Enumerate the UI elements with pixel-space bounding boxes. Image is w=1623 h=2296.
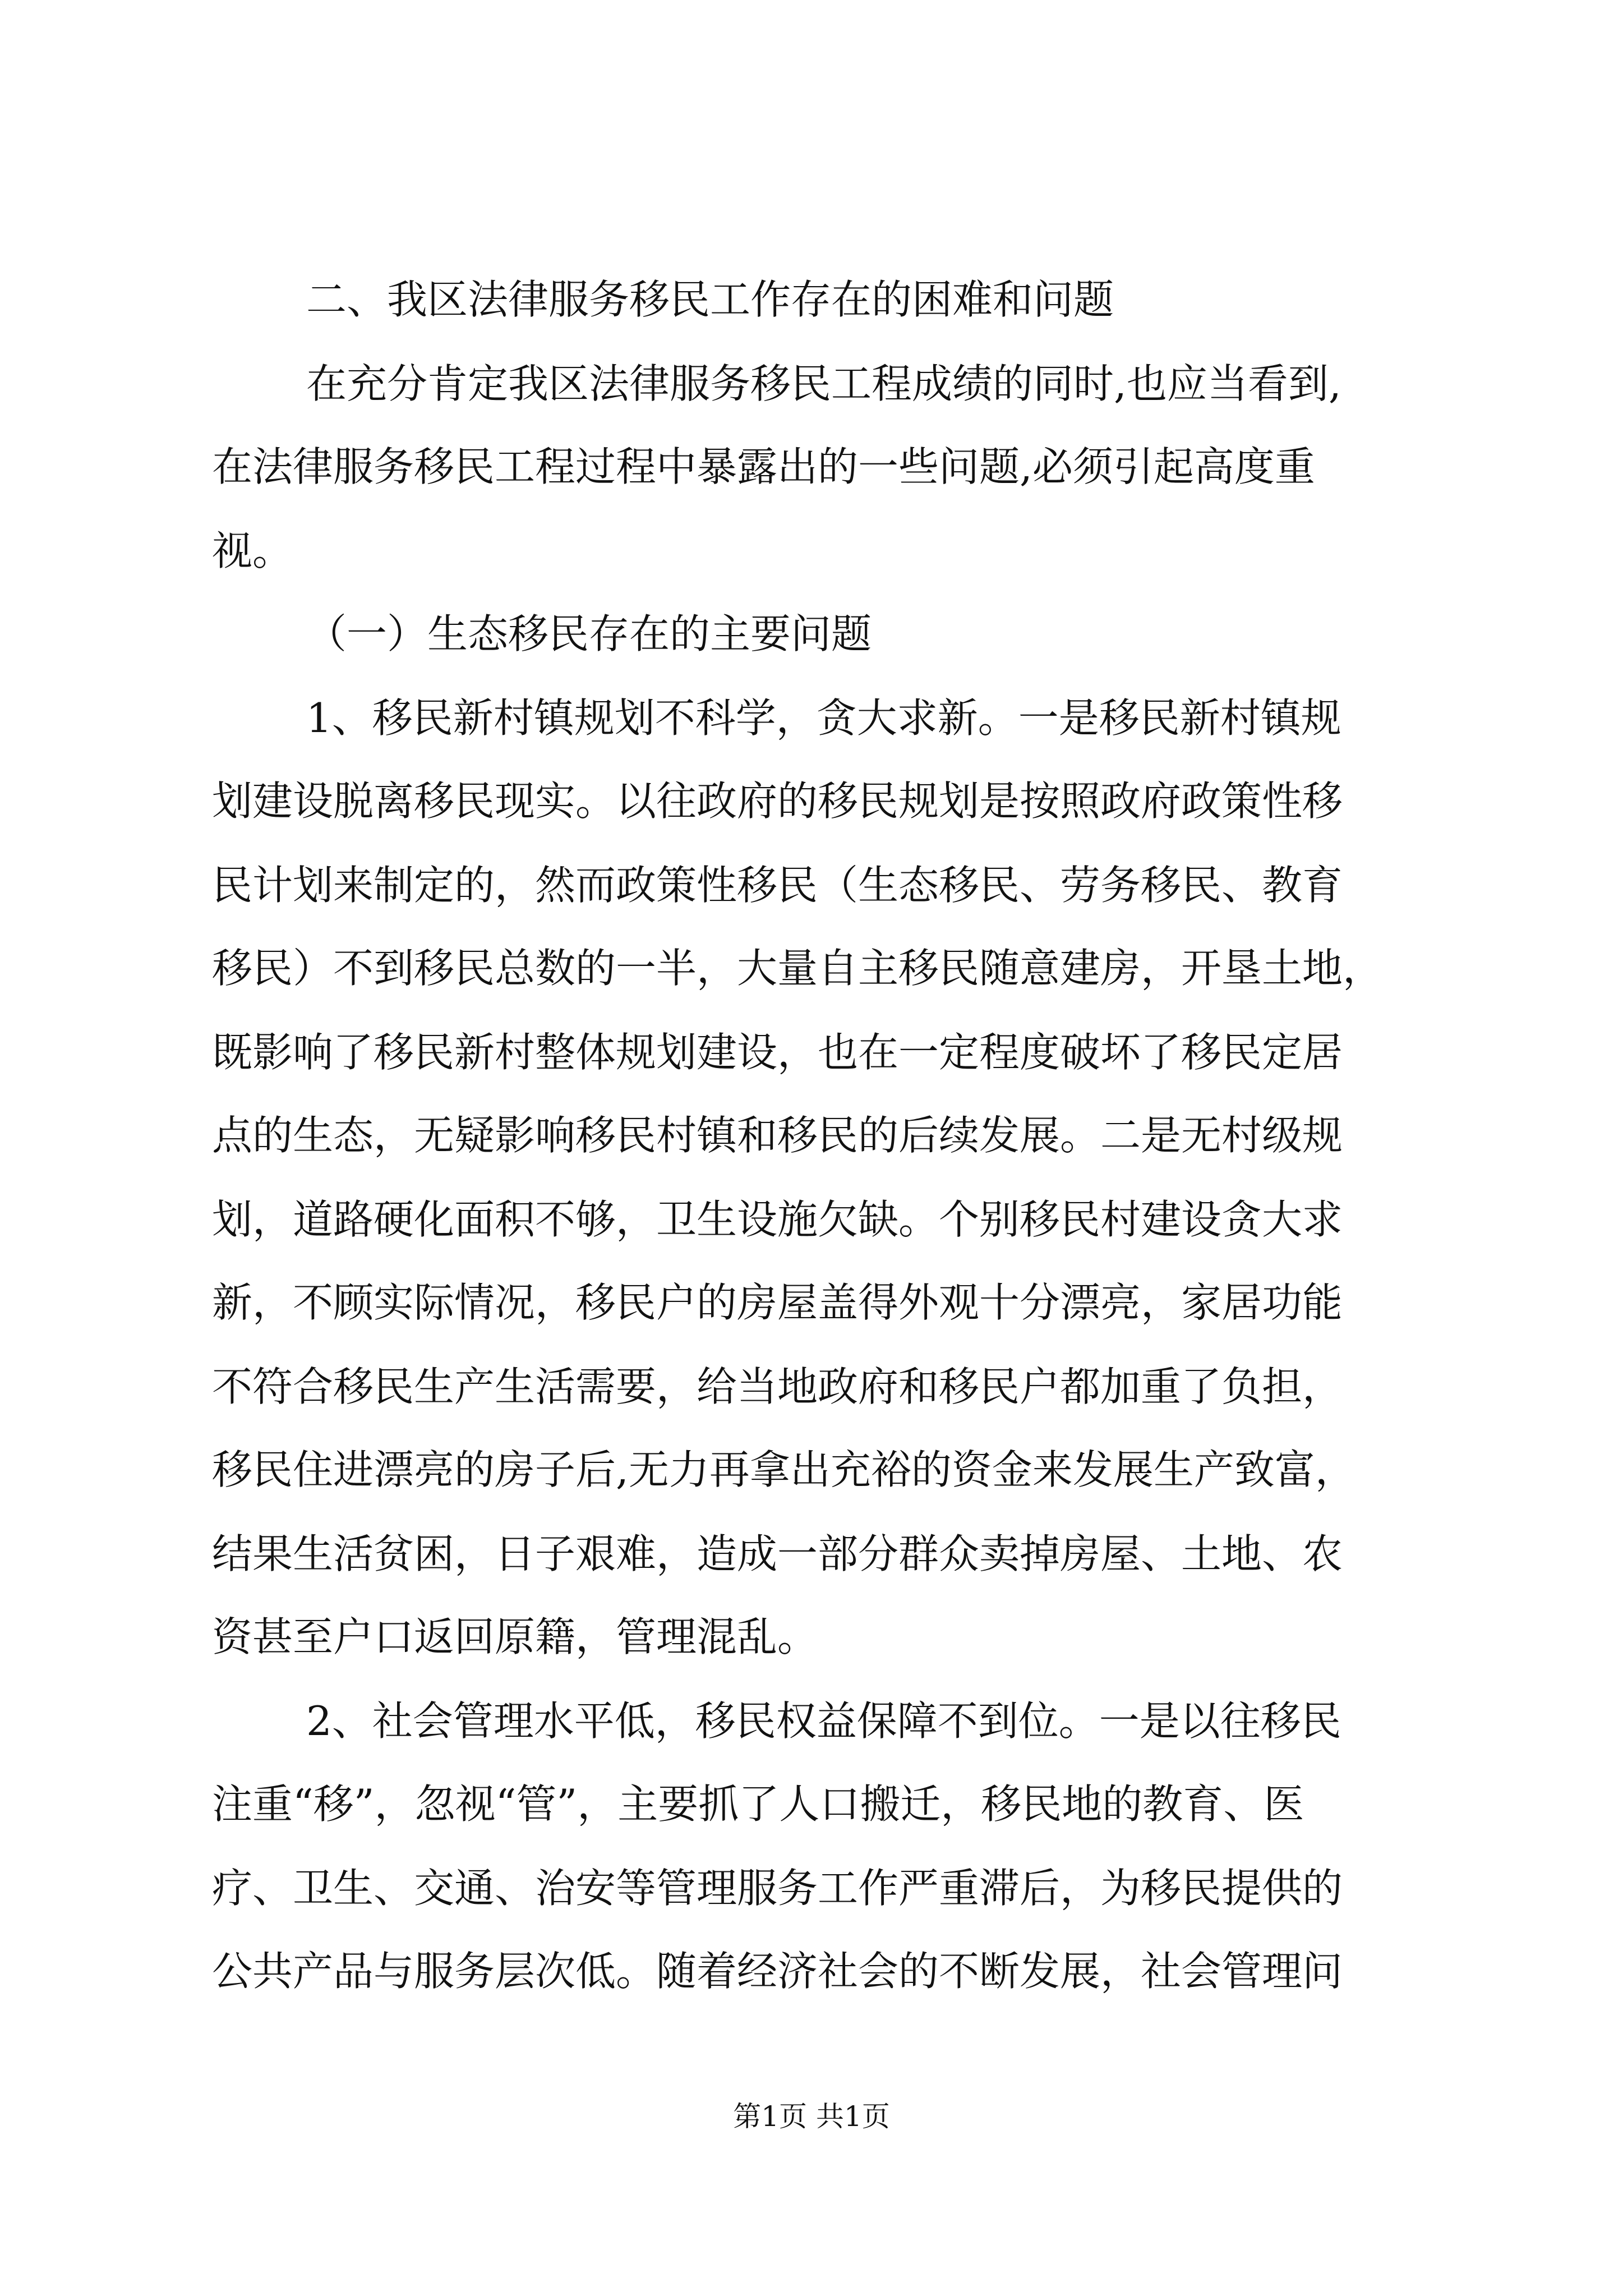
paragraph-line: 在法律服务移民工程过程中暴露出的一些问题,必须引起高度重	[212, 443, 1315, 490]
paragraph-line: 划，道路硬化面积不够，卫生设施欠缺。个别移民村建设贪大求	[212, 1196, 1343, 1243]
paragraph-line: 1、移民新村镇规划不科学，贪大求新。一是移民新村镇规	[306, 694, 1341, 742]
paragraph-line: 不符合移民生产生活需要，给当地政府和移民户都加重了负担，	[212, 1363, 1343, 1410]
paragraph-line: 资甚至户口返回原籍，管理混乱。	[212, 1613, 818, 1660]
paragraph-line: 新，不顾实际情况，移民户的房屋盖得外观十分漂亮，家居功能	[212, 1279, 1343, 1326]
paragraph-line: 在充分肯定我区法律服务移民工程成绩的同时,也应当看到,	[306, 360, 1341, 407]
paragraph-line: 疗、卫生、交通、治安等管理服务工作严重滞后，为移民提供的	[212, 1865, 1343, 1912]
paragraph-line: 既影响了移民新村整体规划建设，也在一定程度破坏了移民定居	[212, 1029, 1343, 1076]
page-number-footer: 第1页 共1页	[733, 2100, 890, 2133]
paragraph-line: 移民住进漂亮的房子后,无力再拿出充裕的资金来发展生产致富，	[212, 1446, 1355, 1493]
paragraph-line: 划建设脱离移民现实。以往政府的移民规划是按照政府政策性移	[212, 777, 1343, 825]
paragraph-line: 结果生活贫困，日子艰难，造成一部分群众卖掉房屋、土地、农	[212, 1530, 1343, 1577]
section-heading: 二、我区法律服务移民工作存在的困难和问题	[306, 276, 1114, 323]
subsection-heading: （一）生态移民存在的主要问题	[306, 610, 872, 657]
paragraph-line: 公共产品与服务层次低。随着经济社会的不断发展，社会管理问	[212, 1948, 1343, 1995]
paragraph-line: 民计划来制定的，然而政策性移民（生态移民、劳务移民、教育	[212, 862, 1343, 909]
paragraph-line: 点的生态，无疑影响移民村镇和移民的后续发展。二是无村级规	[212, 1112, 1343, 1159]
paragraph-line: 移民）不到移民总数的一半，大量自主移民随意建房，开垦土地，	[212, 945, 1384, 992]
paragraph-line: 注重“移”，忽视“管”，主要抓了人口搬迁，移民地的教育、医	[212, 1780, 1304, 1828]
paragraph-line: 2、社会管理水平低，移民权益保障不到位。一是以往移民	[306, 1697, 1341, 1745]
paragraph-line: 视。	[212, 527, 293, 574]
